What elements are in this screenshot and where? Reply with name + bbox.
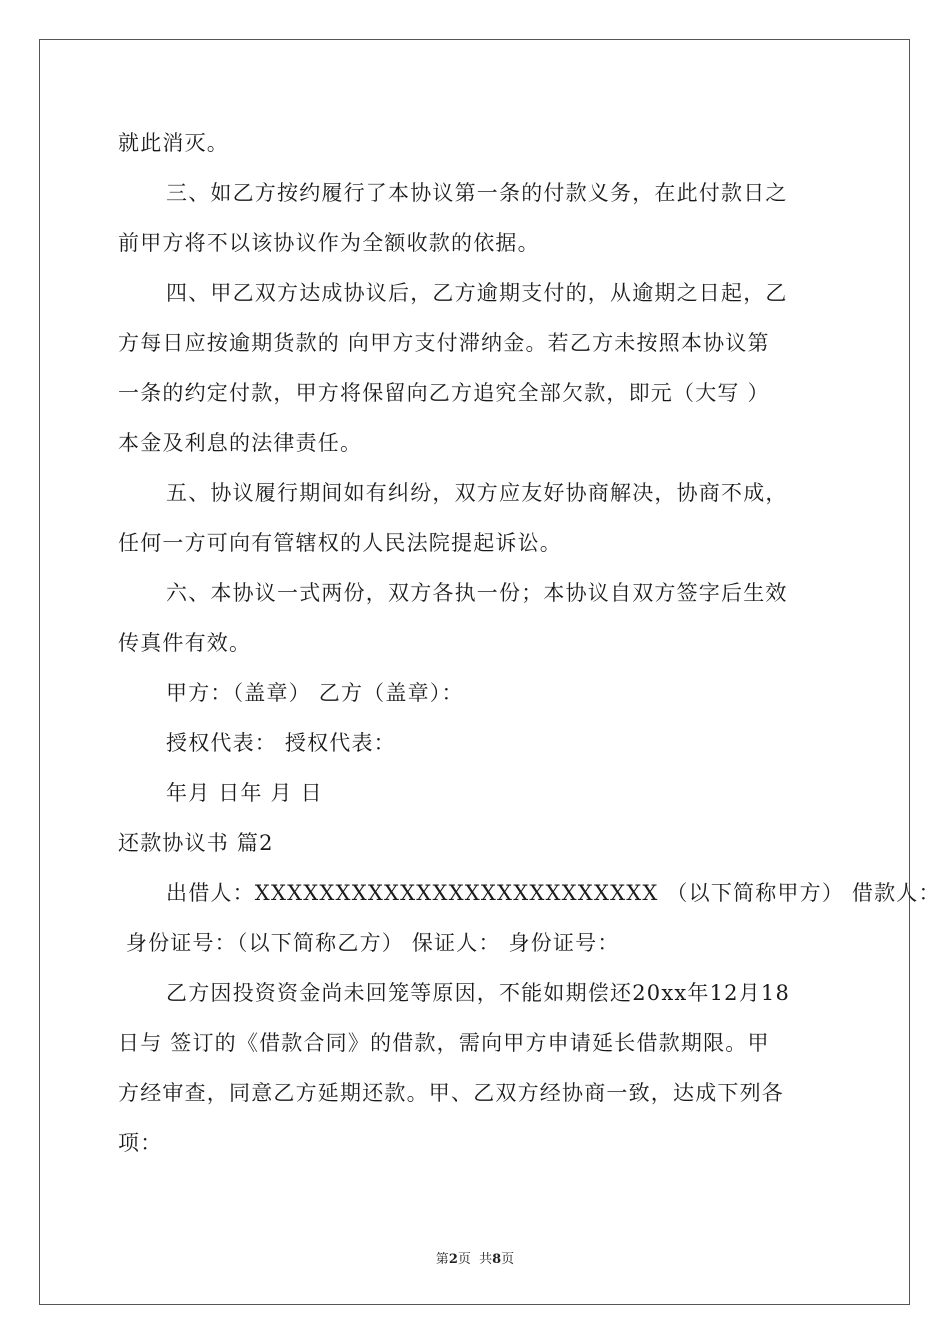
footer-prefix: 第 — [435, 1252, 449, 1267]
text-line: 年月 日年 月 日 — [166, 781, 323, 805]
text-line: 出借人：XXXXXXXXXXXXXXXXXXXXXXXXX （以下简称甲方） 借款人： — [166, 881, 941, 905]
text-line: 四、甲乙双方达成协议后，乙方逾期支付的，从逾期之日起，乙 — [166, 281, 788, 305]
text-line: 任何一方可向有管辖权的人民法院提起诉讼。 — [118, 531, 562, 555]
text-line: 甲方：（盖章） 乙方（盖章）： — [166, 681, 464, 705]
text-line: 乙方因投资资金尚未回笼等原因，不能如期偿还20xx年12月18 — [166, 981, 791, 1005]
text-line: 一条的约定付款，甲方将保留向乙方追究全部欠款，即元（大写 ） — [118, 381, 770, 405]
text-line: 本金及利息的法律责任。 — [118, 431, 363, 455]
total-pages: 8 — [492, 1252, 502, 1267]
text-line: 日与 签订的《借款合同》的借款，需向甲方申请延长借款期限。甲 — [118, 1031, 770, 1055]
text-line: 六、本协议一式两份，双方各执一份；本协议自双方签字后生效 — [166, 581, 788, 605]
text-line: 身份证号：（以下简称乙方） 保证人： 身份证号： — [118, 931, 620, 955]
footer-mid: 页 共 — [457, 1252, 493, 1267]
section-heading: 还款协议书 篇2 — [118, 831, 274, 855]
text-line: 三、如乙方按约履行了本协议第一条的付款义务，在此付款日之 — [166, 181, 788, 205]
text-line: 方每日应按逾期货款的 向甲方支付滞纳金。若乙方未按照本协议第 — [118, 331, 770, 355]
text-line: 传真件有效。 — [118, 631, 252, 655]
text-line: 前甲方将不以该协议作为全额收款的依据。 — [118, 231, 540, 255]
text-line: 授权代表： 授权代表： — [166, 731, 396, 755]
page-number: 2 — [448, 1252, 458, 1267]
page-footer — [0, 1248, 950, 1267]
text-line: 方经审查，同意乙方延期还款。甲、乙双方经协商一致，达成下列各 — [118, 1081, 784, 1105]
text-line: 就此消灭。 — [118, 131, 229, 155]
text-line: 项： — [118, 1131, 163, 1155]
text-line: 五、协议履行期间如有纠纷，双方应友好协商解决，协商不成， — [166, 481, 788, 505]
footer-suffix: 页 — [501, 1252, 515, 1267]
